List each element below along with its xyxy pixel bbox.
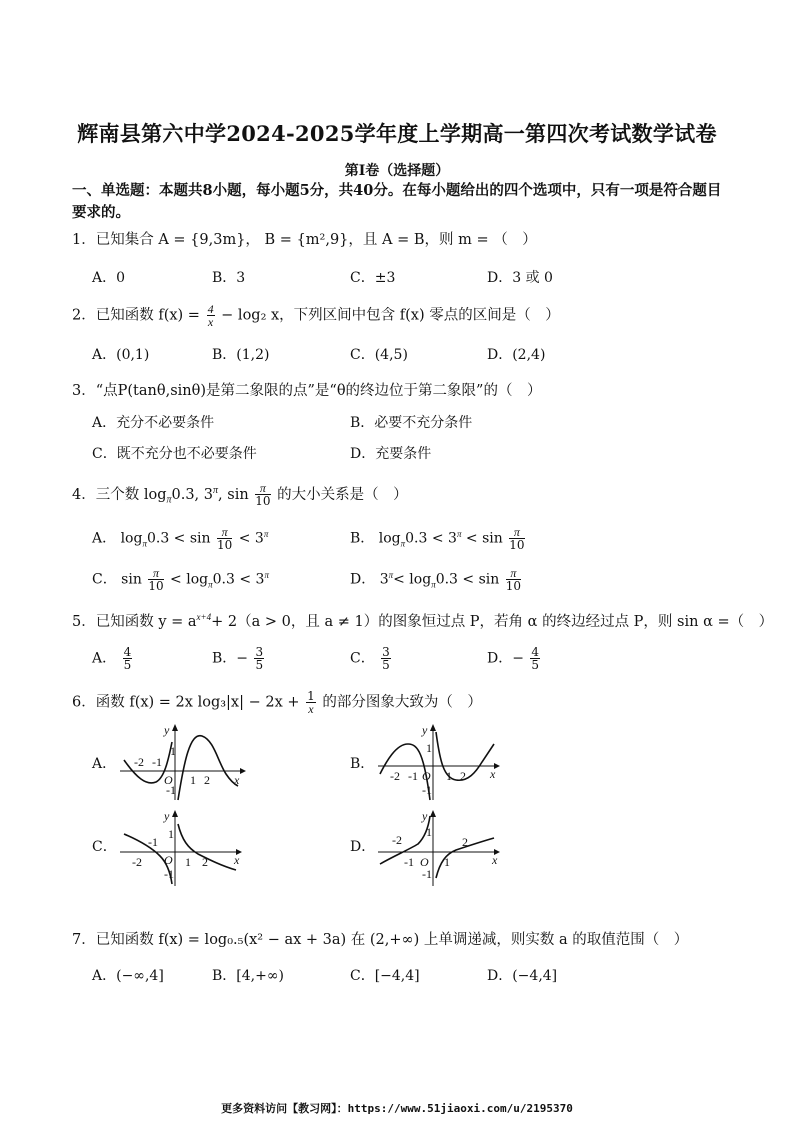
y-tick-m1: -1	[164, 867, 174, 881]
tick-p1: 1	[185, 855, 191, 869]
q4-stem-d: 的大小关系是（ ）	[277, 486, 408, 503]
x-label: x	[490, 767, 496, 781]
q5-option-c	[350, 646, 393, 671]
q6-graph-a	[118, 722, 248, 802]
q4-a-log: log	[120, 530, 143, 547]
q4-option-d	[350, 565, 523, 594]
page-title: 辉南县第六中学2024-2025学年度上学期高一第四次考试数学试卷	[77, 121, 717, 146]
y-label: y	[164, 723, 170, 737]
y-tick-m1: -1	[166, 783, 176, 797]
tick-p2: 2	[462, 835, 468, 849]
q4-a-fraction	[217, 526, 232, 551]
origin-label: O	[164, 853, 173, 867]
tick-p1: 1	[190, 773, 196, 787]
origin-label: O	[164, 773, 173, 787]
q4-b-sin: < sin	[465, 530, 503, 547]
q5-option-b	[212, 646, 266, 671]
q2-option-d: D．(2,4)	[487, 347, 546, 363]
q5-a-num: 4	[123, 645, 132, 659]
q5-c-pre: C．	[350, 650, 375, 667]
q4-option-c	[92, 565, 269, 594]
tick-m2: -2	[392, 833, 402, 847]
q5-option-a	[92, 646, 134, 671]
q4-c-frac-den: 10	[148, 579, 164, 594]
q7-option-d: D．(−4,4]	[487, 968, 558, 984]
q3-option-a: A．充分不必要条件	[92, 415, 215, 431]
q5-c-fraction	[381, 646, 391, 671]
tick-p2: 2	[460, 769, 466, 783]
q2-stem-a: 2．已知函数 f(x) =	[72, 307, 200, 324]
y-label: y	[164, 809, 170, 823]
q5-d-pre: D．−	[487, 650, 524, 667]
q5-b-pre: B．−	[212, 650, 249, 667]
q5-c-num: 3	[382, 645, 390, 659]
q6-frac-den: x	[308, 702, 314, 716]
q4-b-fraction	[509, 526, 524, 551]
q4-stem-a: 4．三个数 log	[72, 486, 167, 503]
curve-right	[178, 736, 238, 800]
q6-fraction	[306, 690, 316, 715]
q4-b-log: log	[378, 530, 401, 547]
q5-stem-sup: x+4	[196, 612, 212, 622]
footer-link[interactable]: 更多资料访问【教习网】：https://www.51jiaoxi.com/u/2195370	[221, 1102, 573, 1115]
x-axis-arrow	[240, 768, 246, 774]
y-tick-m1: -1	[422, 783, 432, 797]
q4-c-sin: sin	[121, 571, 142, 588]
y-axis-arrow	[430, 810, 436, 817]
q4-stem-sub: π	[166, 494, 172, 506]
q4-stem-frac-num: π	[255, 482, 270, 495]
q4-b-base: π	[400, 538, 406, 549]
q2-option-a: A．(0,1)	[92, 347, 150, 363]
q3-option-d: D．充要条件	[350, 446, 432, 462]
q4-stem-b: 0.3, 3	[171, 486, 214, 503]
q5-b-den: 5	[255, 658, 264, 672]
q4-a-pre: A．	[92, 530, 117, 547]
question-7-stem: 7．已知函数 f(x) = log₀.₅(x² − ax + 3a) 在 (2,+∞) 上单调递减，则实数 a 的取值范围（ ）	[72, 932, 689, 948]
q4-stem-fraction	[255, 482, 270, 507]
origin-label: O	[420, 855, 429, 869]
q4-d-mid: 0.3 < sin	[435, 571, 500, 588]
q4-a-base: π	[142, 538, 147, 549]
q6-option-c: C．	[92, 839, 117, 855]
q6-option-a: A．	[92, 756, 117, 772]
q4-b-mid: 0.3 < 3	[405, 530, 457, 547]
y-axis-arrow	[430, 724, 436, 731]
q4-c-pre: C．	[92, 571, 117, 588]
question-1-stem: 1．已知集合 A = {9,3m}， B = {m²,9}，且 A = B，则 m = （ ）	[72, 232, 537, 248]
tick-m1: -1	[408, 769, 418, 783]
q4-option-b	[350, 524, 527, 553]
q7-option-b: B．[4,+∞)	[212, 968, 284, 984]
q1-option-b: B．3	[212, 270, 246, 286]
y-tick-1: 1	[426, 741, 432, 755]
q5-stem-b: + 2（a > 0，且 a ≠ 1）的图象恒过点 P，若角 α 的终边经过点 P，则 sin α =（ ）	[211, 613, 774, 630]
q2-frac-den: x	[207, 315, 214, 329]
q2-option-b: B．(1,2)	[212, 347, 270, 363]
tick-m1: -1	[148, 835, 158, 849]
q2-stem-b: − log₂ x，下列区间中包含 f(x) 零点的区间是（ ）	[221, 307, 560, 324]
q5-stem-a: 5．已知函数 y = a	[72, 613, 197, 630]
q4-c-exp: π	[264, 570, 269, 580]
y-label: y	[422, 809, 428, 823]
q5-c-den: 5	[382, 658, 390, 672]
q6-stem-a: 6．函数 f(x) = 2x log₃|x| − 2x +	[72, 694, 300, 711]
q4-d-frac-den: 10	[505, 579, 522, 594]
tick-p2: 2	[202, 855, 208, 869]
q6-option-d: D．	[350, 839, 376, 855]
q4-a-pow: < 3	[238, 530, 264, 547]
q5-d-fraction	[530, 646, 540, 671]
y-tick-1: 1	[170, 744, 176, 758]
question-6-stem	[72, 690, 482, 715]
q4-option-a	[92, 524, 268, 553]
q2-frac-num: 4	[207, 302, 214, 316]
q6-graph-d	[376, 806, 506, 888]
q4-b-frac-num: π	[509, 526, 524, 539]
tick-m1: -1	[404, 855, 414, 869]
section-heading: 一、单选题：本题共8小题，每小题5分，共40分。在每小题给出的四个选项中，只有一项是符合题目要求的。	[72, 182, 722, 221]
q4-stem-sup: π	[213, 485, 219, 496]
q4-b-pre: B．	[350, 530, 375, 547]
question-4-stem	[72, 481, 408, 511]
tick-p2: 2	[204, 773, 210, 787]
y-tick-1: 1	[168, 827, 174, 841]
q5-b-num: 3	[255, 645, 264, 659]
q2-fraction	[207, 303, 215, 328]
q4-c-frac-num: π	[148, 567, 163, 580]
volume-heading: 第Ⅰ卷（选择题）	[344, 163, 450, 179]
q4-stem-frac-den: 10	[255, 494, 271, 509]
question-5-stem	[72, 607, 773, 632]
q5-a-fraction	[123, 646, 133, 671]
q4-c-mid: 0.3 < 3	[212, 571, 265, 588]
q3-option-b: B．必要不充分条件	[350, 415, 473, 431]
q6-stem-b: 的部分图象大致为（ ）	[322, 694, 482, 711]
y-tick-1: 1	[426, 825, 432, 839]
tick-m2: -2	[134, 755, 144, 769]
x-label: x	[492, 853, 498, 867]
q6-graph-b	[376, 722, 506, 802]
origin-label: O	[422, 769, 431, 783]
x-label: x	[234, 853, 240, 867]
question-3-stem: 3．“点P(tanθ,sinθ)是第二象限的点”是“θ的终边位于第二象限”的（ ）	[72, 383, 542, 399]
q5-a-pre: A．	[92, 650, 117, 667]
y-axis-arrow	[172, 810, 178, 817]
q2-option-c: C．(4,5)	[350, 347, 408, 363]
q4-b-exp: π	[456, 529, 462, 539]
q1-option-d: D．3 或 0	[487, 270, 553, 286]
q4-d-three: 3	[379, 571, 389, 588]
q4-a-frac-den: 10	[217, 538, 233, 553]
q4-b-frac-den: 10	[509, 538, 525, 553]
q1-option-c: C．±3	[350, 270, 396, 286]
q5-a-den: 5	[123, 658, 132, 672]
q5-d-den: 5	[531, 658, 540, 672]
q4-d-exp: π	[388, 570, 394, 580]
q3-option-c: C．既不充分也不必要条件	[92, 446, 257, 462]
q4-a-frac-num: π	[217, 526, 232, 539]
q1-option-a: A．0	[92, 270, 126, 286]
q7-option-c: C．[−4,4]	[350, 968, 420, 984]
q4-c-base: π	[208, 579, 213, 590]
q6-graph-c	[118, 806, 248, 888]
question-2-stem	[72, 303, 560, 328]
q4-a-exp: π	[263, 529, 269, 539]
q4-d-fraction	[506, 567, 521, 592]
q4-d-base: π	[431, 579, 436, 590]
q4-a-mid: 0.3 < sin	[146, 530, 211, 547]
y-axis-arrow	[172, 724, 178, 731]
q4-d-pre: D．	[350, 571, 376, 588]
q7-option-a: A．(−∞,4]	[92, 968, 164, 984]
q4-c-log: < log	[170, 571, 209, 588]
tick-m2: -2	[390, 769, 400, 783]
q4-c-fraction	[148, 567, 163, 592]
q5-b-fraction	[254, 646, 264, 671]
tick-m2: -2	[132, 855, 142, 869]
q4-stem-c: , sin	[218, 486, 249, 503]
q6-frac-num: 1	[307, 689, 315, 703]
x-label: x	[234, 773, 240, 787]
q5-d-num: 4	[531, 645, 540, 659]
q4-d-frac-num: π	[506, 567, 521, 580]
tick-m1: -1	[152, 755, 162, 769]
y-label: y	[422, 723, 428, 737]
q5-option-d	[487, 646, 542, 671]
tick-p1: 1	[446, 769, 452, 783]
q4-d-log: < log	[393, 571, 432, 588]
tick-p1: 1	[444, 855, 450, 869]
q6-option-b: B．	[350, 756, 375, 772]
y-tick-m1: -1	[422, 867, 432, 881]
